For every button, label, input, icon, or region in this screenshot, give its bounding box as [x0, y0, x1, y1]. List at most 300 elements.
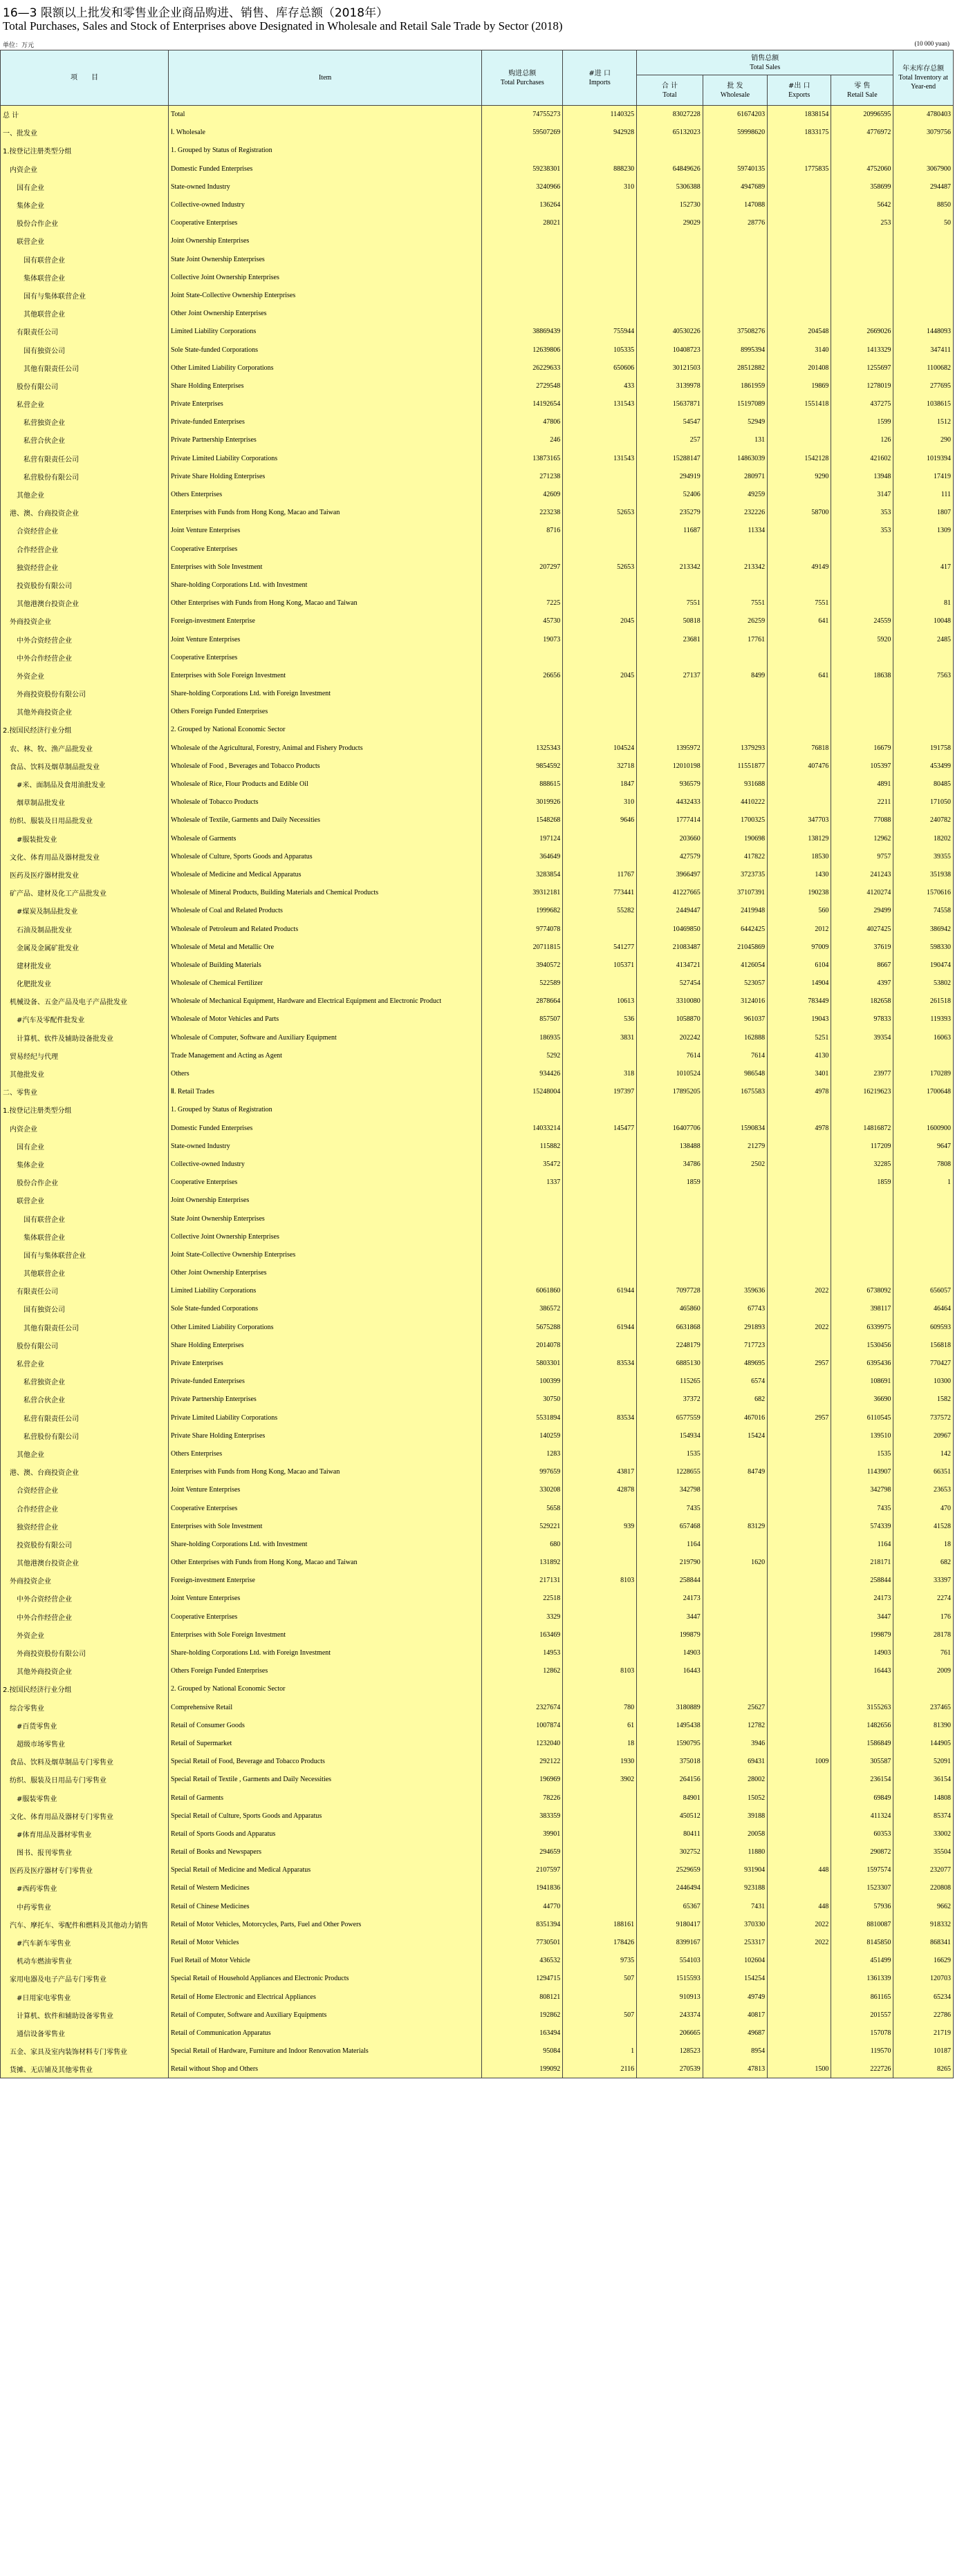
cell-imports [563, 1825, 637, 1843]
cell-retail: 3447 [831, 1608, 893, 1626]
cell-purchases: 5675288 [482, 1318, 563, 1336]
cell-exports: 407476 [768, 757, 831, 775]
cell-wholesale: 49687 [703, 2024, 767, 2042]
cell-wholesale: 4410222 [703, 793, 767, 811]
cell-item-en: Domestic Funded Enterprises [168, 1119, 481, 1137]
cell-item-cn: #米、面制品及食用油批发业 [1, 775, 169, 793]
cell-retail: 1586849 [831, 1734, 893, 1752]
cell-item-cn: 私营独资企业 [1, 413, 169, 431]
cell-purchases: 199092 [482, 2060, 563, 2078]
cell-item-en: Retail of Supermarket [168, 1734, 481, 1752]
cell-item-en: Limited Liability Corporations [168, 323, 481, 341]
table-row [1, 1608, 954, 1626]
cell-sales-total: 5306388 [637, 178, 703, 196]
cell-item-en: Retail of Motor Vehicles [168, 1933, 481, 1951]
cell-item-cn: 股份有限公司 [1, 377, 169, 395]
table-row [1, 1698, 954, 1716]
table-row [1, 1174, 954, 1192]
table-row [1, 993, 954, 1010]
cell-inventory: 39355 [893, 847, 954, 865]
cell-item-cn: 计算机、软件及辅助设备批发业 [1, 1028, 169, 1046]
cell-item-en: 1. Grouped by Status of Registration [168, 1101, 481, 1119]
cell-inventory: 1448093 [893, 323, 954, 341]
cell-sales-total: 152730 [637, 196, 703, 214]
cell-wholesale: 370330 [703, 1915, 767, 1933]
cell-purchases: 436532 [482, 1952, 563, 1970]
cell-imports: 942928 [563, 124, 637, 142]
cell-item-en: Private-funded Enterprises [168, 1373, 481, 1391]
cell-purchases: 100399 [482, 1373, 563, 1391]
cell-retail: 5920 [831, 630, 893, 648]
cell-item-cn: 私营独资企业 [1, 1373, 169, 1391]
cell-wholesale: 21279 [703, 1137, 767, 1155]
cell-retail: 241243 [831, 865, 893, 883]
cell-wholesale [703, 1535, 767, 1553]
cell-item-en: Collective Joint Ownership Enterprises [168, 1228, 481, 1245]
cell-purchases: 2878664 [482, 993, 563, 1010]
cell-purchases: 330208 [482, 1481, 563, 1499]
cell-retail: 29499 [831, 902, 893, 920]
cell-item-cn: 投资股份有限公司 [1, 576, 169, 594]
cell-item-cn: 总 计 [1, 106, 169, 124]
cell-purchases: 39312181 [482, 884, 563, 902]
cell-wholesale: 489695 [703, 1354, 767, 1372]
cell-item-cn: #体育用品及器材零售业 [1, 1825, 169, 1843]
cell-exports [768, 268, 831, 286]
cell-inventory: 261518 [893, 993, 954, 1010]
cell-retail: 14903 [831, 1644, 893, 1662]
cell-inventory: 294487 [893, 178, 954, 196]
cell-sales-total: 203660 [637, 829, 703, 847]
cell-purchases [482, 1101, 563, 1119]
cell-retail: 126 [831, 431, 893, 449]
cell-retail: 32285 [831, 1155, 893, 1173]
cell-item-en: Foreign-investment Enterprise [168, 1572, 481, 1590]
cell-inventory: 7563 [893, 666, 954, 684]
cell-retail: 258844 [831, 1572, 893, 1590]
cell-item-cn: 内资企业 [1, 160, 169, 178]
cell-retail: 16443 [831, 1662, 893, 1680]
cell-item-en: Wholesale of Medicine and Medical Apparatus [168, 865, 481, 883]
cell-retail [831, 648, 893, 666]
cell-retail: 2211 [831, 793, 893, 811]
cell-sales-total: 65132023 [637, 124, 703, 142]
cell-exports: 201408 [768, 359, 831, 377]
cell-purchases: 5658 [482, 1499, 563, 1517]
cell-imports [563, 196, 637, 214]
cell-item-cn: 图书、报刊零售业 [1, 1843, 169, 1861]
cell-sales-total: 7435 [637, 1499, 703, 1517]
cell-item-cn: 国有联营企业 [1, 1210, 169, 1228]
cell-imports [563, 214, 637, 232]
cell-imports [563, 630, 637, 648]
cell-sales-total: 8399167 [637, 1933, 703, 1951]
cell-item-en: Retail of Chinese Medicines [168, 1897, 481, 1915]
cell-purchases: 1548268 [482, 811, 563, 829]
cell-wholesale [703, 305, 767, 323]
cell-imports [563, 1264, 637, 1282]
cell-inventory: 761 [893, 1644, 954, 1662]
cell-inventory: 18 [893, 1535, 954, 1553]
cell-item-cn: 国有企业 [1, 178, 169, 196]
table-row [1, 1626, 954, 1644]
cell-inventory: 176 [893, 1608, 954, 1626]
cell-item-cn: 内资企业 [1, 1119, 169, 1137]
cell-purchases: 140259 [482, 1427, 563, 1445]
cell-item-cn: 贸易经纪与代理 [1, 1046, 169, 1064]
cell-retail: 39354 [831, 1028, 893, 1046]
cell-exports [768, 721, 831, 739]
cell-retail: 6738092 [831, 1282, 893, 1300]
cell-item-en: Enterprises with Sole Investment [168, 558, 481, 576]
cell-wholesale: 26259 [703, 612, 767, 630]
cell-sales-total: 2248179 [637, 1336, 703, 1354]
cell-retail [831, 558, 893, 576]
cell-item-cn: 集体联营企业 [1, 268, 169, 286]
cell-sales-total: 375018 [637, 1753, 703, 1771]
cell-item-cn: 投资股份有限公司 [1, 1535, 169, 1553]
cell-imports: 104524 [563, 739, 637, 757]
cell-inventory: 10300 [893, 1373, 954, 1391]
cell-item-en: Enterprises with Sole Foreign Investment [168, 1626, 481, 1644]
cell-sales-total: 427579 [637, 847, 703, 865]
cell-wholesale: 986548 [703, 1064, 767, 1082]
cell-inventory: 35504 [893, 1843, 954, 1861]
cell-retail: 437275 [831, 395, 893, 413]
cell-exports: 7551 [768, 594, 831, 612]
cell-item-en: Cooperative Enterprises [168, 648, 481, 666]
cell-inventory [893, 1192, 954, 1210]
cell-sales-total: 206665 [637, 2024, 703, 2042]
cell-item-en: Share-holding Corporations Ltd. with Investment [168, 1535, 481, 1553]
table-row [1, 413, 954, 431]
cell-exports: 76818 [768, 739, 831, 757]
cell-sales-total [637, 648, 703, 666]
cell-retail: 97833 [831, 1010, 893, 1028]
table-row [1, 1028, 954, 1046]
cell-wholesale [703, 648, 767, 666]
cell-inventory: 1582 [893, 1391, 954, 1409]
cell-retail [831, 1210, 893, 1228]
cell-item-cn: 股份合作企业 [1, 1174, 169, 1192]
cell-retail: 14816872 [831, 1119, 893, 1137]
cell-imports: 888230 [563, 160, 637, 178]
cell-item-cn: 联营企业 [1, 1192, 169, 1210]
cell-purchases: 95084 [482, 2042, 563, 2060]
cell-imports [563, 1228, 637, 1245]
cell-wholesale: 1379293 [703, 739, 767, 757]
cell-retail [831, 685, 893, 703]
cell-item-cn: 机械设备、五金产品及电子产品批发业 [1, 993, 169, 1010]
cell-sales-total [637, 1245, 703, 1263]
cell-item-en: Wholesale of Tobacco Products [168, 793, 481, 811]
cell-wholesale: 162888 [703, 1028, 767, 1046]
cell-exports [768, 1554, 831, 1572]
cell-exports: 3140 [768, 341, 831, 359]
cell-purchases [482, 703, 563, 721]
table-row [1, 1843, 954, 1861]
cell-inventory: 81 [893, 594, 954, 612]
cell-item-cn: 中外合作经营企业 [1, 1608, 169, 1626]
cell-purchases: 14192654 [482, 395, 563, 413]
cell-exports [768, 648, 831, 666]
cell-item-cn: 2.按国民经济行业分组 [1, 721, 169, 739]
table-row [1, 666, 954, 684]
table-row [1, 160, 954, 178]
table-row [1, 1046, 954, 1064]
table-row [1, 1879, 954, 1897]
cell-item-cn: 医药及医疗器材专门零售业 [1, 1861, 169, 1879]
cell-wholesale: 67743 [703, 1300, 767, 1318]
header-sales-total: 合 计 Total [637, 75, 703, 106]
cell-retail: 77088 [831, 811, 893, 829]
cell-imports [563, 1988, 637, 2006]
cell-exports [768, 196, 831, 214]
cell-item-en: Retail without Shop and Others [168, 2060, 481, 2078]
cell-inventory: 656057 [893, 1282, 954, 1300]
cell-sales-total [637, 232, 703, 250]
cell-sales-total: 235279 [637, 504, 703, 522]
cell-sales-total [637, 721, 703, 739]
cell-inventory: 8265 [893, 2060, 954, 2078]
table-row [1, 1463, 954, 1481]
cell-item-cn: 私营有限责任公司 [1, 1409, 169, 1427]
cell-purchases: 28021 [482, 214, 563, 232]
table-row [1, 431, 954, 449]
cell-purchases: 1325343 [482, 739, 563, 757]
cell-inventory: 41528 [893, 1517, 954, 1535]
cell-wholesale: 15052 [703, 1789, 767, 1807]
cell-sales-total: 83027228 [637, 106, 703, 124]
cell-item-en: Retail of Garments [168, 1789, 481, 1807]
cell-wholesale: 49259 [703, 485, 767, 503]
cell-exports [768, 431, 831, 449]
cell-exports [768, 1101, 831, 1119]
cell-item-cn: 集体联营企业 [1, 1228, 169, 1245]
cell-item-en: Wholesale of Coal and Related Products [168, 902, 481, 920]
cell-item-cn: #西药零售业 [1, 1879, 169, 1897]
cell-inventory: 171050 [893, 793, 954, 811]
table-row [1, 1771, 954, 1789]
cell-exports [768, 485, 831, 503]
cell-exports [768, 1572, 831, 1590]
cell-retail: 1482656 [831, 1716, 893, 1734]
cell-inventory: 156818 [893, 1336, 954, 1354]
cell-inventory: 17419 [893, 467, 954, 485]
cell-retail: 199879 [831, 1626, 893, 1644]
cell-retail: 222726 [831, 2060, 893, 2078]
cell-retail [831, 250, 893, 268]
cell-wholesale [703, 1572, 767, 1590]
table-row [1, 1970, 954, 1988]
cell-inventory: 470 [893, 1499, 954, 1517]
table-row [1, 1409, 954, 1427]
cell-item-cn: 私营企业 [1, 395, 169, 413]
cell-retail: 574339 [831, 1517, 893, 1535]
cell-inventory: 9662 [893, 1897, 954, 1915]
cell-item-en: Wholesale of Food , Beverages and Tobacco Products [168, 757, 481, 775]
cell-imports: 507 [563, 2006, 637, 2024]
cell-item-cn: 其他企业 [1, 485, 169, 503]
cell-purchases: 1294715 [482, 1970, 563, 1988]
cell-retail: 342798 [831, 1481, 893, 1499]
cell-exports [768, 1174, 831, 1192]
cell-imports [563, 829, 637, 847]
cell-purchases: 78226 [482, 1789, 563, 1807]
table-row [1, 1644, 954, 1662]
cell-item-en: State Joint Ownership Enterprises [168, 250, 481, 268]
cell-inventory: 85374 [893, 1807, 954, 1825]
cell-imports [563, 2024, 637, 2042]
cell-item-en: Special Retail of Culture, Sports Goods and Apparatus [168, 1807, 481, 1825]
cell-sales-total: 115265 [637, 1373, 703, 1391]
cell-retail [831, 1264, 893, 1282]
cell-sales-total [637, 1228, 703, 1245]
cell-item-en: Ⅰ. Wholesale [168, 124, 481, 142]
cell-item-en: Share Holding Enterprises [168, 1336, 481, 1354]
table-title-chinese: 16—3 限额以上批发和零售业企业商品购进、销售、库存总额（2018年） [3, 6, 389, 20]
table-row [1, 884, 954, 902]
cell-sales-total: 264156 [637, 1771, 703, 1789]
cell-purchases: 39901 [482, 1825, 563, 1843]
cell-sales-total: 7614 [637, 1046, 703, 1064]
cell-purchases: 1941836 [482, 1879, 563, 1897]
cell-imports: 61944 [563, 1282, 637, 1300]
cell-exports [768, 685, 831, 703]
table-row [1, 504, 954, 522]
cell-imports [563, 1300, 637, 1318]
cell-imports [563, 1590, 637, 1608]
cell-item-en: Share Holding Enterprises [168, 377, 481, 395]
cell-purchases: 383359 [482, 1807, 563, 1825]
cell-inventory: 1019394 [893, 449, 954, 467]
cell-item-en: Sole State-funded Corporations [168, 341, 481, 359]
cell-wholesale [703, 576, 767, 594]
table-row [1, 1336, 954, 1354]
cell-exports [768, 1970, 831, 1988]
cell-inventory: 220808 [893, 1879, 954, 1897]
cell-retail: 290872 [831, 1843, 893, 1861]
cell-retail: 18638 [831, 666, 893, 684]
cell-purchases: 1007874 [482, 1716, 563, 1734]
cell-wholesale: 6574 [703, 1373, 767, 1391]
cell-sales-total [637, 1680, 703, 1698]
table-row [1, 829, 954, 847]
cell-exports [768, 1264, 831, 1282]
cell-item-en: Retail of Home Electronic and Electrical Appliances [168, 1988, 481, 2006]
cell-inventory: 1512 [893, 413, 954, 431]
cell-retail [831, 1192, 893, 1210]
table-row [1, 196, 954, 214]
cell-exports: 3401 [768, 1064, 831, 1082]
cell-purchases: 934426 [482, 1064, 563, 1082]
table-row [1, 1662, 954, 1680]
cell-retail: 236154 [831, 1771, 893, 1789]
cell-purchases: 364649 [482, 847, 563, 865]
cell-retail: 3155263 [831, 1698, 893, 1716]
cell-sales-total: 30121503 [637, 359, 703, 377]
cell-item-en: State-owned Industry [168, 1137, 481, 1155]
cell-exports [768, 1155, 831, 1173]
cell-retail: 37619 [831, 938, 893, 956]
cell-retail: 36690 [831, 1391, 893, 1409]
cell-wholesale: 52949 [703, 413, 767, 431]
cell-sales-total: 202242 [637, 1028, 703, 1046]
cell-retail: 117209 [831, 1137, 893, 1155]
cell-item-cn: 国有与集体联营企业 [1, 1245, 169, 1263]
cell-item-en: Joint Venture Enterprises [168, 1481, 481, 1499]
statistics-table [0, 50, 954, 2078]
table-row [1, 1300, 954, 1318]
cell-imports [563, 1626, 637, 1644]
cell-wholesale: 8995394 [703, 341, 767, 359]
cell-item-cn: 1.按登记注册类型分组 [1, 1101, 169, 1119]
cell-inventory: 609593 [893, 1318, 954, 1336]
cell-purchases: 2729548 [482, 377, 563, 395]
cell-imports [563, 1445, 637, 1463]
table-row [1, 902, 954, 920]
cell-item-cn: 综合零售业 [1, 1698, 169, 1716]
cell-imports: 11767 [563, 865, 637, 883]
cell-item-en: Retail of Computer, Software and Auxiliary Equipments [168, 2006, 481, 2024]
cell-inventory: 46464 [893, 1300, 954, 1318]
cell-imports: 8103 [563, 1572, 637, 1590]
cell-item-en: Ⅱ. Retail Trades [168, 1083, 481, 1101]
cell-purchases: 9854592 [482, 757, 563, 775]
cell-exports [768, 1373, 831, 1391]
cell-inventory: 33397 [893, 1572, 954, 1590]
cell-sales-total: 2446494 [637, 1879, 703, 1897]
cell-exports [768, 1137, 831, 1155]
cell-inventory: 9647 [893, 1137, 954, 1155]
cell-item-en: Wholesale of Computer, Software and Auxiliary Equipment [168, 1028, 481, 1046]
cell-item-en: Cooperative Enterprises [168, 1499, 481, 1517]
cell-inventory [893, 250, 954, 268]
cell-sales-total: 1164 [637, 1535, 703, 1553]
cell-purchases: 115882 [482, 1137, 563, 1155]
cell-item-cn: 国有企业 [1, 1137, 169, 1155]
cell-exports: 1542128 [768, 449, 831, 467]
cell-inventory [893, 648, 954, 666]
cell-sales-total: 10408723 [637, 341, 703, 359]
cell-wholesale: 102604 [703, 1952, 767, 1970]
cell-retail [831, 232, 893, 250]
cell-sales-total: 465860 [637, 1300, 703, 1318]
cell-item-en: Trade Management and Acting as Agent [168, 1046, 481, 1064]
cell-imports: 755944 [563, 323, 637, 341]
cell-purchases [482, 685, 563, 703]
cell-wholesale [703, 721, 767, 739]
cell-item-cn: 国有独资公司 [1, 1300, 169, 1318]
table-row [1, 1010, 954, 1028]
cell-exports: 49149 [768, 558, 831, 576]
table-row [1, 250, 954, 268]
cell-item-en: Wholesale of Mineral Products, Building Materials and Chemical Products [168, 884, 481, 902]
cell-purchases: 12862 [482, 1662, 563, 1680]
cell-item-cn: 其他港澳台投资企业 [1, 594, 169, 612]
cell-wholesale [703, 1680, 767, 1698]
cell-inventory [893, 268, 954, 286]
cell-sales-total: 7551 [637, 594, 703, 612]
cell-exports [768, 232, 831, 250]
cell-sales-total: 23681 [637, 630, 703, 648]
cell-inventory [893, 1245, 954, 1263]
cell-inventory [893, 703, 954, 721]
cell-item-cn: 五金、家具及室内装饰材料专门零售业 [1, 2042, 169, 2060]
cell-item-cn: 烟草制品批发业 [1, 793, 169, 811]
cell-sales-total: 219790 [637, 1554, 703, 1572]
cell-wholesale: 17761 [703, 630, 767, 648]
